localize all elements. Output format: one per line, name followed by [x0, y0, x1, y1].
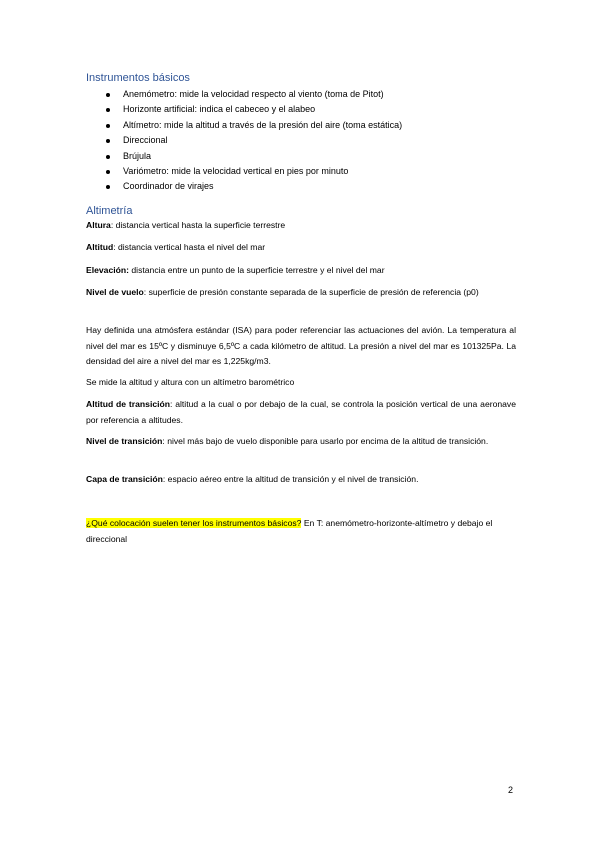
definition-nivel-transicion — [86, 434, 516, 450]
bullet-icon — [106, 108, 110, 112]
term-definition: : espacio aéreo entre la altitud de transición y el nivel de transición. — [162, 474, 419, 484]
definition-capa-transicion — [86, 472, 516, 488]
term-definition: distancia entre un punto de la superficie terrestre y el nivel del mar — [129, 265, 385, 275]
list-item — [86, 102, 402, 117]
bullet-icon — [106, 170, 110, 174]
list-item-text: Anemómetro: mide la velocidad respecto al viento (toma de Pitot) — [123, 89, 384, 99]
list-item-text: Brújula — [123, 150, 152, 161]
list-item-text: Variómetro: mide la velocidad vertical en pies por minuto — [123, 165, 349, 176]
definition-altitud-transicion — [86, 397, 516, 428]
list-item — [86, 149, 402, 164]
term-label: Nivel de vuelo — [86, 287, 144, 297]
question-answer: En T: anemómetro-horizonte-altímetro y debajo el direccional — [86, 518, 493, 544]
isa-paragraph: Hay definida una atmósfera estándar (ISA) para poder referenciar las actuaciones del avión. La temperatura al nivel del mar es 15ºC y disminuye 6,5ºC a cada kilómetro de altitud. La presión a nivel del mar es 101325Pa. La densidad del aire a nivel del mar es 1,225kg/m3. — [86, 325, 516, 367]
term-definition: : altitud a la cual o por debajo de la cual, se controla la posición vertical de una aeronave por referencia a altitudes. — [86, 399, 516, 425]
definition-nivel-vuelo — [86, 285, 516, 301]
term-definition: : distancia vertical hasta el nivel del mar — [113, 242, 266, 252]
highlighted-question: ¿Qué colocación suelen tener los instrumentos básicos? — [86, 518, 302, 528]
list-item-text: Horizonte artificial: indica el cabeceo y el alabeo — [123, 104, 316, 115]
bullet-icon — [106, 124, 110, 128]
definition-altitud — [86, 240, 516, 256]
list-item — [86, 179, 402, 194]
list-item-text: Coordinador de virajes — [123, 181, 214, 192]
question-paragraph — [86, 516, 516, 547]
list-item — [86, 87, 402, 102]
list-item — [86, 164, 402, 179]
term-definition: : nivel más bajo de vuelo disponible para usarlo por encima de la altitud de transición. — [162, 436, 489, 446]
bullet-icon — [106, 139, 110, 143]
list-item — [86, 133, 402, 148]
term-label: Altitud de transición — [86, 399, 170, 409]
page-number: 2 — [508, 785, 514, 795]
instrument-list — [86, 87, 402, 195]
term-label: Elevación: — [86, 265, 129, 275]
term-label: Altitud — [86, 242, 114, 252]
definition-elevacion — [86, 263, 516, 279]
bullet-icon — [106, 185, 110, 189]
list-item — [86, 118, 402, 133]
term-label: Altura — [86, 220, 111, 230]
term-definition: : superficie de presión constante separada de la superficie de presión de referencia (p0) — [143, 287, 479, 297]
list-item-text: Altímetro: mide la altitud a través de la presión del aire (toma estática) — [123, 119, 403, 130]
list-item-text: Direccional — [123, 135, 168, 146]
section-heading-altimetria: Altimetría — [86, 205, 133, 217]
definition-altura — [86, 218, 516, 234]
altimetro-paragraph: Se mide la altitud y altura con un altímetro barométrico — [86, 377, 295, 387]
term-label: Nivel de transición — [86, 436, 163, 446]
section-heading-instrumentos: Instrumentos básicos — [86, 72, 190, 84]
bullet-icon — [106, 155, 110, 159]
term-definition: : distancia vertical hasta la superficie terrestre — [110, 220, 286, 230]
bullet-icon — [106, 93, 110, 97]
term-label: Capa de transición — [86, 474, 163, 484]
